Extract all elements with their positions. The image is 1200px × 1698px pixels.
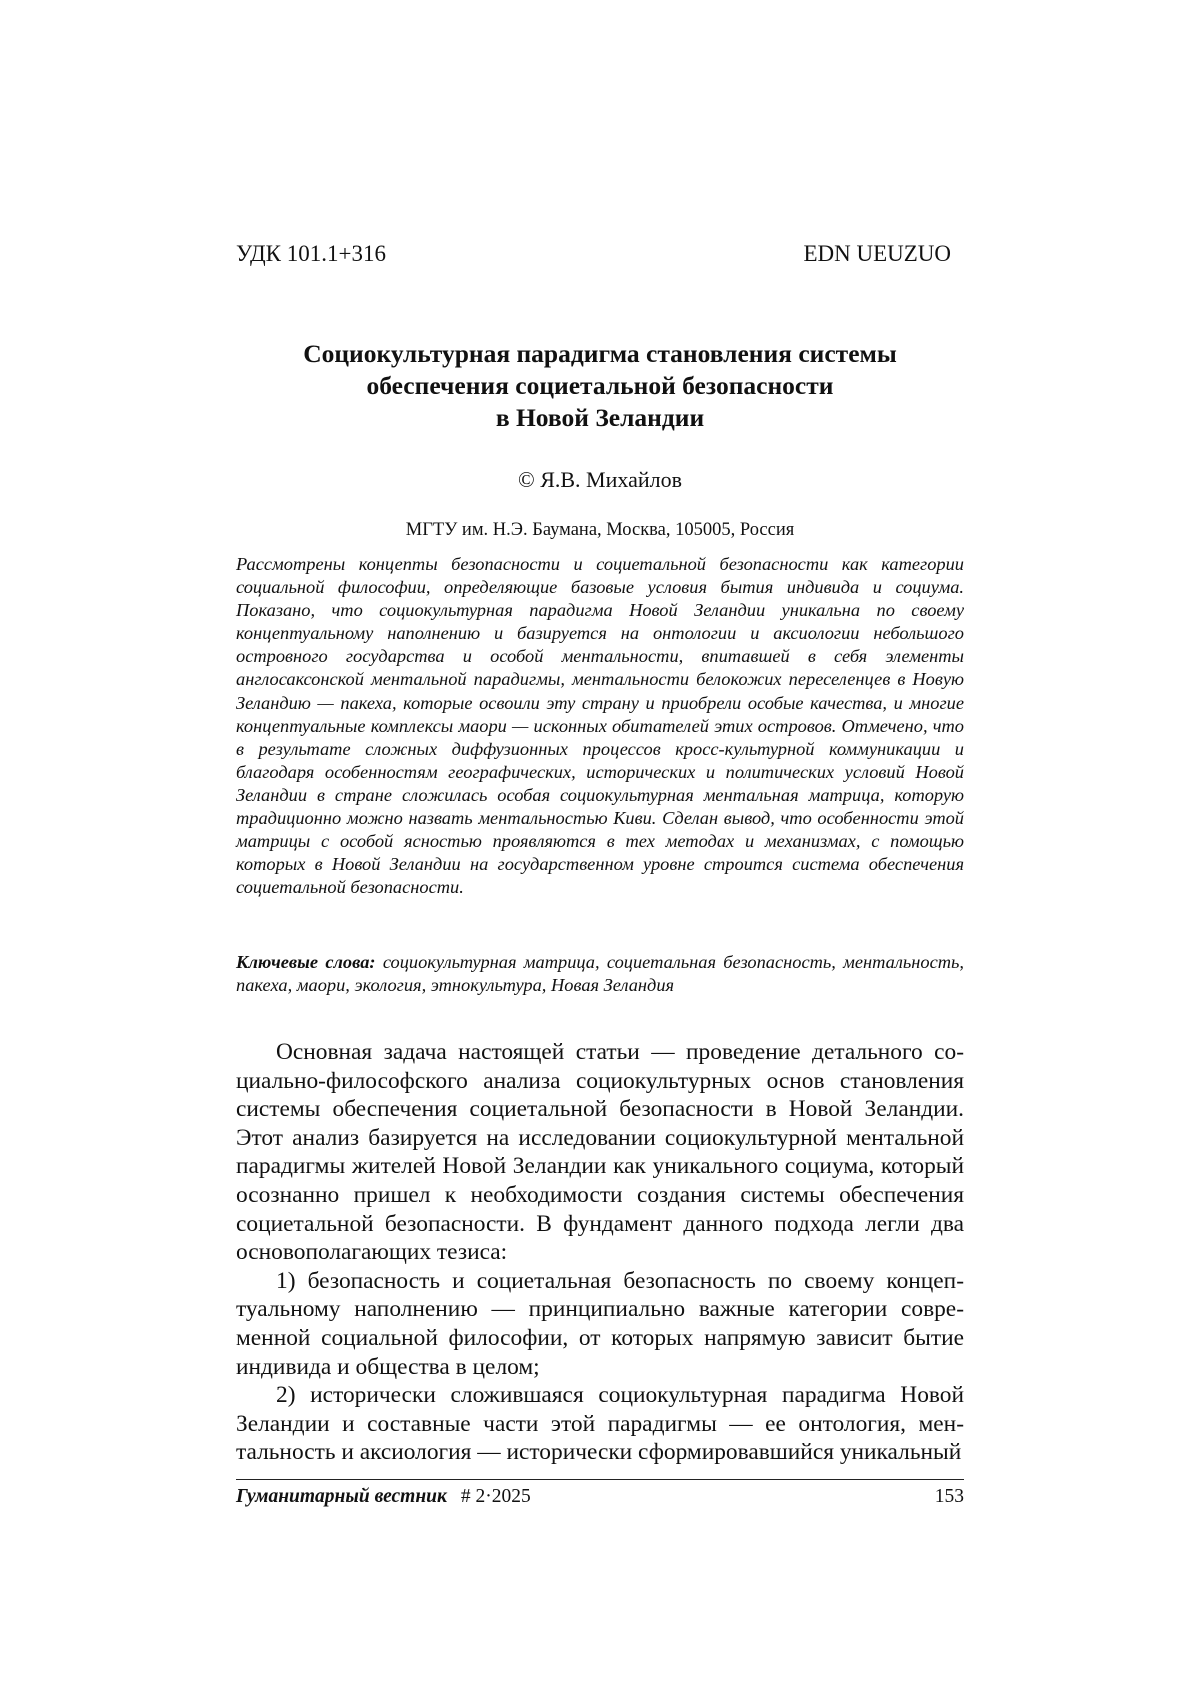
- edn-code: EDN UEUZUO: [803, 241, 951, 266]
- title-line: в Новой Зеландии: [495, 403, 705, 432]
- body-text: [236, 1038, 964, 1467]
- journal-issue: # 2·2025: [460, 1486, 531, 1507]
- udc-code: УДК 101.1+316: [236, 241, 386, 266]
- abstract: Рассмотрены концепты безопасности и социетальной безопасности как категории социальной философии, определяющие базовые условия бытия индивида и социума. Показано, что социокультурная парадигма Новой Зеландии уникальна по своему концептуальному наполнению и базируется на онтологии и аксиологии небольшого островного государства и особой ментальности, впитавшей в себя элементы англосаксонской ментальной парадигмы, ментальности белокожих переселенцев в Новую Зеландию — пакеха, которые освоили эту страну и приобрели особые качества, и многие концептуальные комплексы маори — исконных обитателей этих островов. Отмечено, что в результате сложных диффузионных процессов кросс-культурной коммуникации и благодаря особенностям географических, исторических и политических условий Новой Зеландии в стране сложилась особая социокультурная ментальная матрица, которую традиционно можно назвать ментальностью Киви. Сделан вывод, что особенности этой матрицы с особой ясностью проявляются в тех методах и механизмах, с помощью которых в Новой Зеландии на государственном уровне строится система обеспечения социетальной безопасности.: [236, 554, 964, 898]
- title-line: Социокультурная парадигма становления системы: [303, 339, 897, 368]
- keywords-label: Ключевые слова:: [236, 952, 376, 972]
- body-paragraph: 1) безопасность и социетальная безопасность по своему концептуальному наполнению — принципиально важные категории современной социальной философии, от которых напрямую зависит бытие индивида и общества в целом;: [236, 1267, 964, 1380]
- title-line: обеспечения социетальной безопасности: [366, 371, 834, 400]
- body-paragraph: Основная задача настоящей статьи — проведение детального социально-философского анализа социокультурных основ становления системы обеспечения социетальной безопасности в Новой Зеландии. Этот анализ базируется на исследовании социокультурной ментальной парадигмы жителей Новой Зеландии как уникального социума, который осознанно пришел к необходимости создания системы обеспечения социетальной безопасности. В фундамент данного подхода легли два основополагающих тезиса:: [236, 1039, 964, 1266]
- footer-divider: [236, 1479, 964, 1480]
- author: © Я.В. Михайлов: [517, 467, 682, 492]
- affiliation: МГТУ им. Н.Э. Баумана, Москва, 105005, Россия: [405, 520, 795, 540]
- article-title: [200, 338, 1000, 434]
- body-paragraph: 2) исторически сложившаяся социокультурная парадигма Новой Зеландии и составные части этой парадигмы — ее онтология, ментальность и аксиология — исторически сформировавшийся уникальный: [236, 1382, 964, 1466]
- keywords-text: социокультурная матрица, социетальная безопасность, ментальность, пакеха, маори, экология, этнокультура, Новая Зеландия: [236, 952, 964, 996]
- page-number: 153: [934, 1486, 964, 1507]
- keywords: [236, 951, 964, 997]
- page-footer: [236, 1485, 964, 1509]
- journal-name: Гуманитарный вестник: [236, 1486, 447, 1507]
